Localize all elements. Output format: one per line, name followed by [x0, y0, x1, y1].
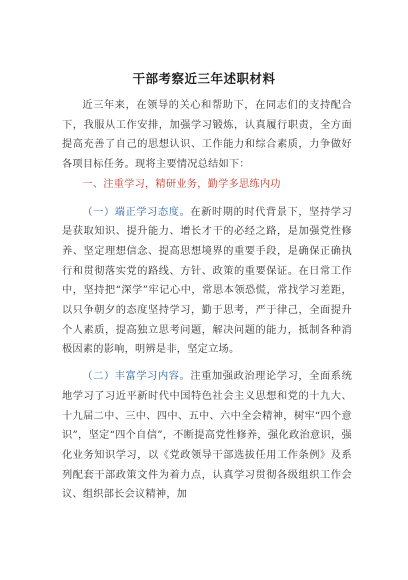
subsection-text-1: 在新时期的时代背景下，坚持学习是获取知识、提升能力、增长才干的必经之路，是加强党性修养、坚定理想信念、提高思想境界的重要手段，是确保正确执行和贯彻落实党的路线、方针、政策的重要保证。在日常工作中，坚持把“深学”牢记心中，常思本领恐慌，常找学习差距，以只争朝夕的态度坚持学习，勤于思考，严于律己，全面提升个人素质，提高独立思考问题，解决问题的能力，抵制各种消极因素的影响，明辨是非，坚定立场。	[62, 206, 353, 356]
document-title: 干部考察近三年述职材料	[132, 71, 276, 86]
subsection-paragraph-2	[62, 367, 352, 505]
subsection-heading-2: （二）丰富学习内容。	[82, 371, 191, 383]
subsection-heading-1: （一）端正学习态度。	[82, 206, 191, 218]
subsection-text-2: 注重加强政治理论学习，全面系统地学习了习近平新时代中国特色社会主义思想和党的十九大、十九届二中、三中、四中、五中、六中全会精神，树牢“四个意识”，坚定“四个自信”，不断提高党性修养，强化政治意识，强化业务知识学习，以《党政领导干部选拔任用工作条例》及系列配套干部政策文件为着力点，认真学习贯彻各级组织工作会议、组织部长会议精神，加	[62, 371, 353, 501]
subsection-paragraph-1	[62, 203, 352, 361]
intro-paragraph: 近三年来，在领导的关心和帮助下，在同志们的支持配合下，我服从工作安排，加强学习锻炼，认真履行职责，全方面提高充善了自己的思想认识、工作能力和综合素质，力争做好各项目标任务。现将主要情况总结如下：	[62, 100, 352, 171]
section-heading-1: 一、注重学习，精研业务，勤学多思练内功	[82, 178, 281, 190]
document-body	[62, 96, 352, 505]
